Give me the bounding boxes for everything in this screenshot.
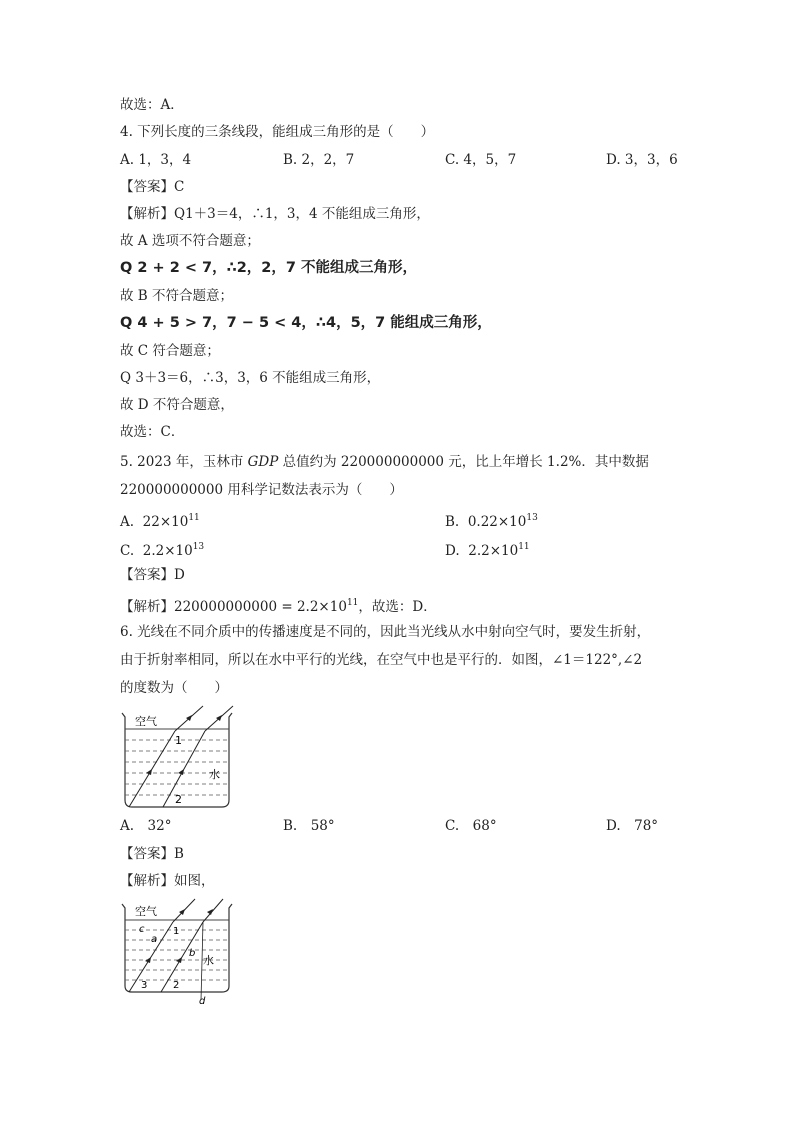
q4-analysis-line-5: Q 4 + 5 > 7，7 − 5 < 4，∴4，5，7 能组成三角形， bbox=[120, 315, 492, 331]
fig2-line-b-label: b bbox=[189, 948, 196, 959]
fig1-angle1-label: 1 bbox=[175, 734, 182, 747]
q5-option-c: C. $2.2\times 10^{13}$ bbox=[120, 542, 205, 559]
q6-analysis: 【解析】如图， bbox=[120, 873, 215, 889]
q6-option-d: D. 78° bbox=[606, 818, 659, 834]
q6-option-c: C. 68° bbox=[445, 818, 497, 834]
q5-option-b: B. $0.22\times 10^{13}$ bbox=[445, 513, 538, 530]
refraction-figure-2 bbox=[115, 896, 245, 1006]
q5-analysis: 【解析】$220000000000 = 2.2\times 10^{11}$，故选：D． bbox=[120, 598, 437, 615]
q4-option-d: D. 3，3，6 bbox=[606, 152, 678, 168]
q6-stem-line-2: 由于折射率相同，所以在水中平行的光线，在空气中也是平行的．如图，∠1＝122°,∠2 bbox=[120, 652, 643, 668]
q4-answer: 【答案】C bbox=[120, 179, 185, 195]
fig2-angle1-label: 1 bbox=[173, 926, 180, 937]
q5-answer: 【答案】D bbox=[120, 567, 185, 583]
fig2-water-label: 水 bbox=[203, 954, 214, 967]
fig1-angle2-label: 2 bbox=[175, 793, 182, 806]
fig2-line-c-label: c bbox=[139, 924, 145, 935]
fig1-air-label: 空气 bbox=[135, 715, 157, 728]
q4-analysis-line-3: Q 2 + 2 < 7，∴2，2，7 不能组成三角形， bbox=[120, 260, 418, 276]
fig1-water-label: 水 bbox=[209, 768, 220, 781]
q4-option-a: A. 1，3，4 bbox=[120, 152, 192, 168]
fig2-angle2-label: 2 bbox=[173, 980, 180, 991]
q4-option-b: B. 2，2，7 bbox=[283, 152, 355, 168]
fig2-line-a-label: a bbox=[151, 934, 158, 945]
q4-analysis-line-1: 【解析】Q1＋3＝4，∴1，3，4 不能组成三角形， bbox=[120, 206, 430, 222]
fig2-air-label: 空气 bbox=[135, 905, 157, 918]
q6-option-a: A. 32° bbox=[120, 818, 172, 834]
q4-analysis-line-4: 故 B 不符合题意； bbox=[120, 288, 234, 304]
fig2-angle3-label: 3 bbox=[141, 980, 148, 991]
q4-option-c: C. 4，5，7 bbox=[445, 152, 517, 168]
q6-option-b: B. 58° bbox=[283, 818, 335, 834]
q3-conclusion: 故选：A． bbox=[120, 97, 184, 113]
q4-analysis-line-2: 故 A 选项不符合题意； bbox=[120, 233, 260, 249]
q6-stem-line-1: 6. 光线在不同介质中的传播速度是不同的，因此当光线从水中射向空气时，要发生折射， bbox=[120, 624, 651, 640]
q5-option-d: D. $2.2\times 10^{11}$ bbox=[445, 542, 530, 559]
q5-option-a: A. $22\times 10^{11}$ bbox=[120, 513, 200, 530]
q4-stem: 4. 下列长度的三条线段，能组成三角形的是（ ） bbox=[120, 124, 435, 140]
q4-analysis-line-8: 故 D 不符合题意， bbox=[120, 397, 234, 413]
fig2-line-d-label: d bbox=[199, 996, 206, 1006]
q4-analysis-line-6: 故 C 符合题意； bbox=[120, 343, 220, 359]
q5-stem-line-2: 220000000000 用科学记数法表示为（ ） bbox=[120, 482, 403, 498]
q5-stem-line-1: 5. 2023 年，玉林市 GDP 总值约为 220000000000 元，比上年增长 1.2%．其中数据 bbox=[120, 454, 649, 470]
q4-analysis-line-9: 故选：C． bbox=[120, 424, 185, 440]
refraction-figure-1 bbox=[115, 703, 245, 813]
q6-stem-line-3: 的度数为（ ） bbox=[120, 680, 228, 696]
q6-answer: 【答案】B bbox=[120, 846, 184, 862]
q4-analysis-line-7: Q 3＋3＝6，∴3，3，6 不能组成三角形， bbox=[120, 370, 381, 386]
